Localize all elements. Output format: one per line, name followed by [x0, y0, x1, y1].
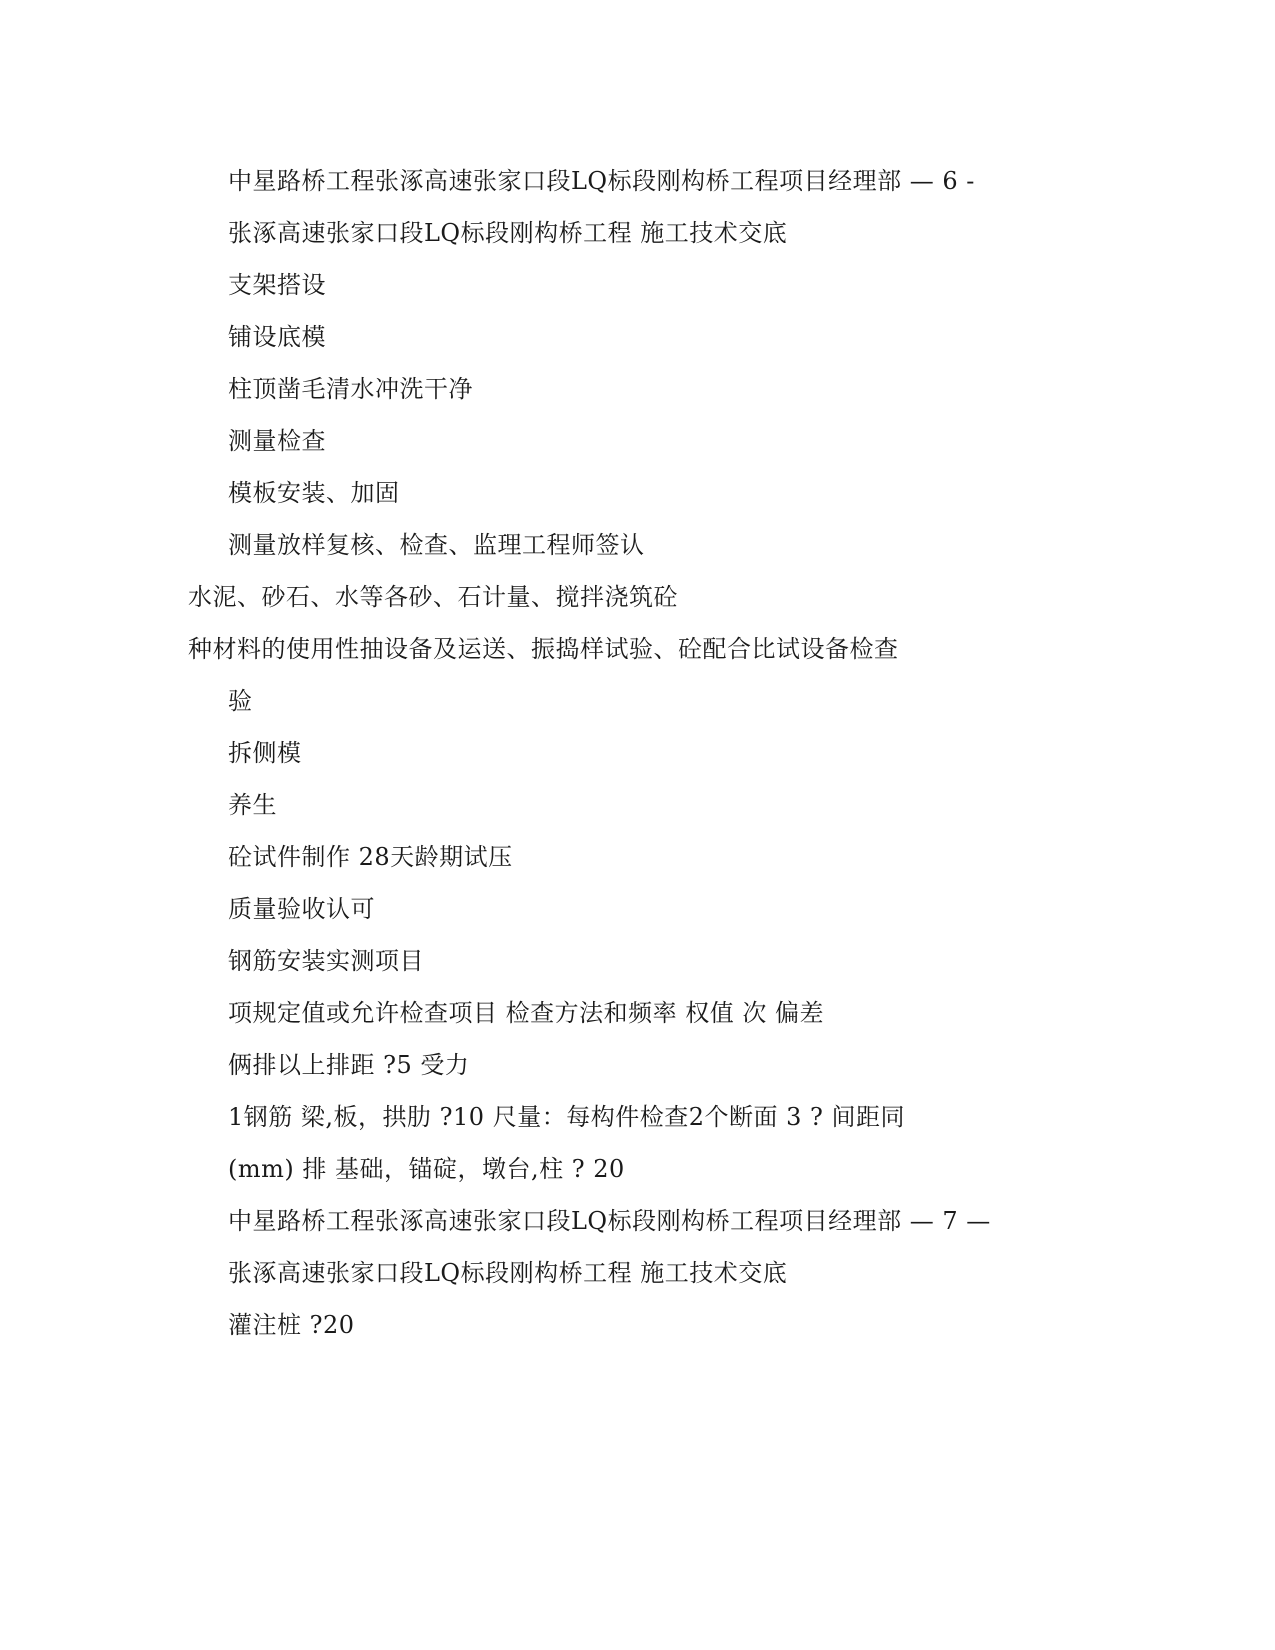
step-material-tests: 种材料的使用性抽设备及运送、振捣样试验、砼配合比试设备检查 — [188, 635, 899, 663]
table-header: 项规定值或允许检查项目 检查方法和频率 权值 次 偏差 — [228, 999, 825, 1027]
section-heading-rebar: 钢筋安装实测项目 — [228, 947, 424, 975]
step-materials: 水泥、砂石、水等各砂、石计量、搅拌浇筑砼 — [188, 583, 678, 611]
step-layout-review: 测量放样复核、检查、监理工程师签认 — [228, 531, 645, 559]
table-row: (mm) 排 基础，锚碇，墩台,柱 ? 20 — [228, 1155, 625, 1183]
step-specimen: 砼试件制作 28天龄期试压 — [228, 843, 513, 871]
page-header-title: 张涿高速张家口段LQ标段刚构桥工程 施工技术交底 — [228, 1259, 788, 1287]
step-bottom-formwork: 铺设底模 — [228, 323, 326, 351]
step-remove-side-form: 拆侧模 — [228, 739, 302, 767]
page-footer-6: 中星路桥工程张涿高速张家口段LQ标段刚构桥工程项目经理部 — 6 - — [228, 167, 975, 195]
page-footer-7: 中星路桥工程张涿高速张家口段LQ标段刚构桥工程项目经理部 — 7 — — [228, 1207, 991, 1235]
table-row: 1钢筋 梁,板，拱肋 ?10 尺量：每构件检查2个断面 3 ? 间距同 — [228, 1103, 905, 1131]
step-formwork-install: 模板安装、加固 — [228, 479, 400, 507]
step-column-chisel: 柱顶凿毛清水冲洗干净 — [228, 375, 473, 403]
step-survey-check: 测量检查 — [228, 427, 326, 455]
step-verify: 验 — [228, 687, 253, 715]
table-row: 俩排以上排距 ?5 受力 — [228, 1051, 470, 1079]
page-header-title: 张涿高速张家口段LQ标段刚构桥工程 施工技术交底 — [228, 219, 788, 247]
table-row: 灌注桩 ?20 — [228, 1311, 355, 1339]
step-curing: 养生 — [228, 791, 277, 819]
step-acceptance: 质量验收认可 — [228, 895, 375, 923]
step-scaffold: 支架搭设 — [228, 271, 326, 299]
